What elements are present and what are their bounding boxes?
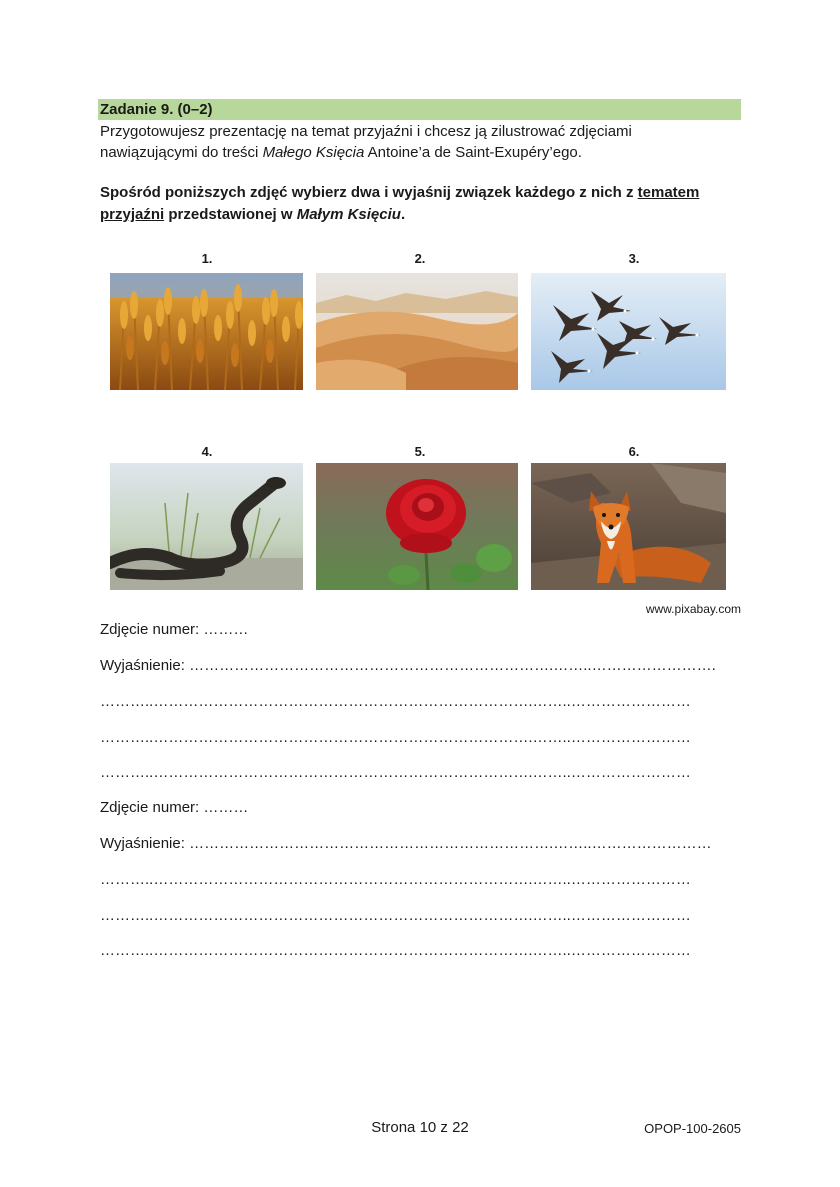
photo-snake xyxy=(110,463,303,590)
photo-number-field-2[interactable]: Zdjęcie numer: ……… xyxy=(100,799,249,816)
instruction-underlined: tematem przyjaźni xyxy=(100,184,700,223)
intro-line-1: Przygotowujesz prezentację na temat przyjaźni i chcesz ją zilustrować zdjęciami xyxy=(100,123,632,140)
photo-flying-geese xyxy=(531,273,726,390)
photo-credit: www.pixabay.com xyxy=(645,602,741,616)
photo-number-5: 5. xyxy=(414,444,426,459)
answer-line[interactable]: ………..………………………………………………………………….……..…………………… xyxy=(100,693,691,710)
task-instruction xyxy=(100,182,740,226)
intro-text-end: Antoine’a de Saint-Exupéry’ego. xyxy=(364,144,582,161)
photo-wheat-field xyxy=(110,273,303,390)
photo-fox xyxy=(531,463,726,590)
answer-line[interactable]: ………..………………………………………………………………….……..…………………… xyxy=(100,907,691,924)
answer-line[interactable]: ………..………………………………………………………………….……..…………………… xyxy=(100,729,691,746)
book-title: Małego Księcia xyxy=(262,144,365,161)
photo-number-field-1[interactable]: Zdjęcie numer: ……… xyxy=(100,621,249,638)
instruction-text: Spośród poniższych zdjęć wybierz dwa i wyjaśnij związek każdego z nich z xyxy=(100,184,638,201)
instruction-book-title: Małym Księciu xyxy=(296,206,401,223)
photo-red-rose xyxy=(316,463,518,590)
photo-number-3: 3. xyxy=(628,251,640,266)
photo-number-1: 1. xyxy=(201,251,213,266)
task-title: Zadanie 9. (0–2) xyxy=(100,101,213,118)
photo-number-2: 2. xyxy=(414,251,426,266)
photo-desert-dunes xyxy=(316,273,518,390)
answer-line[interactable]: ………..………………………………………………………………….……..…………………… xyxy=(100,764,691,781)
task-intro xyxy=(100,121,632,163)
page-number: Strona 10 z 22 xyxy=(371,1119,469,1136)
explanation-field-2[interactable]: Wyjaśnienie: ……………………………………………………………….……..…………………… xyxy=(100,835,712,852)
intro-text: nawiązującymi do treści xyxy=(100,144,263,161)
instruction-text-2: przedstawionej w xyxy=(164,206,297,223)
explanation-field-1[interactable]: Wyjaśnienie: ……………………………………………………………….……..……………………. xyxy=(100,657,716,674)
instruction-end: . xyxy=(400,206,406,223)
intro-line-2 xyxy=(100,142,632,163)
answer-line[interactable]: ………..………………………………………………………………….……..…………………… xyxy=(100,942,691,959)
photo-number-4: 4. xyxy=(201,444,213,459)
exam-code: OPOP-100-2605 xyxy=(644,1121,741,1136)
answer-line[interactable]: ………..………………………………………………………………….……..…………………… xyxy=(100,871,691,888)
photo-number-6: 6. xyxy=(628,444,640,459)
